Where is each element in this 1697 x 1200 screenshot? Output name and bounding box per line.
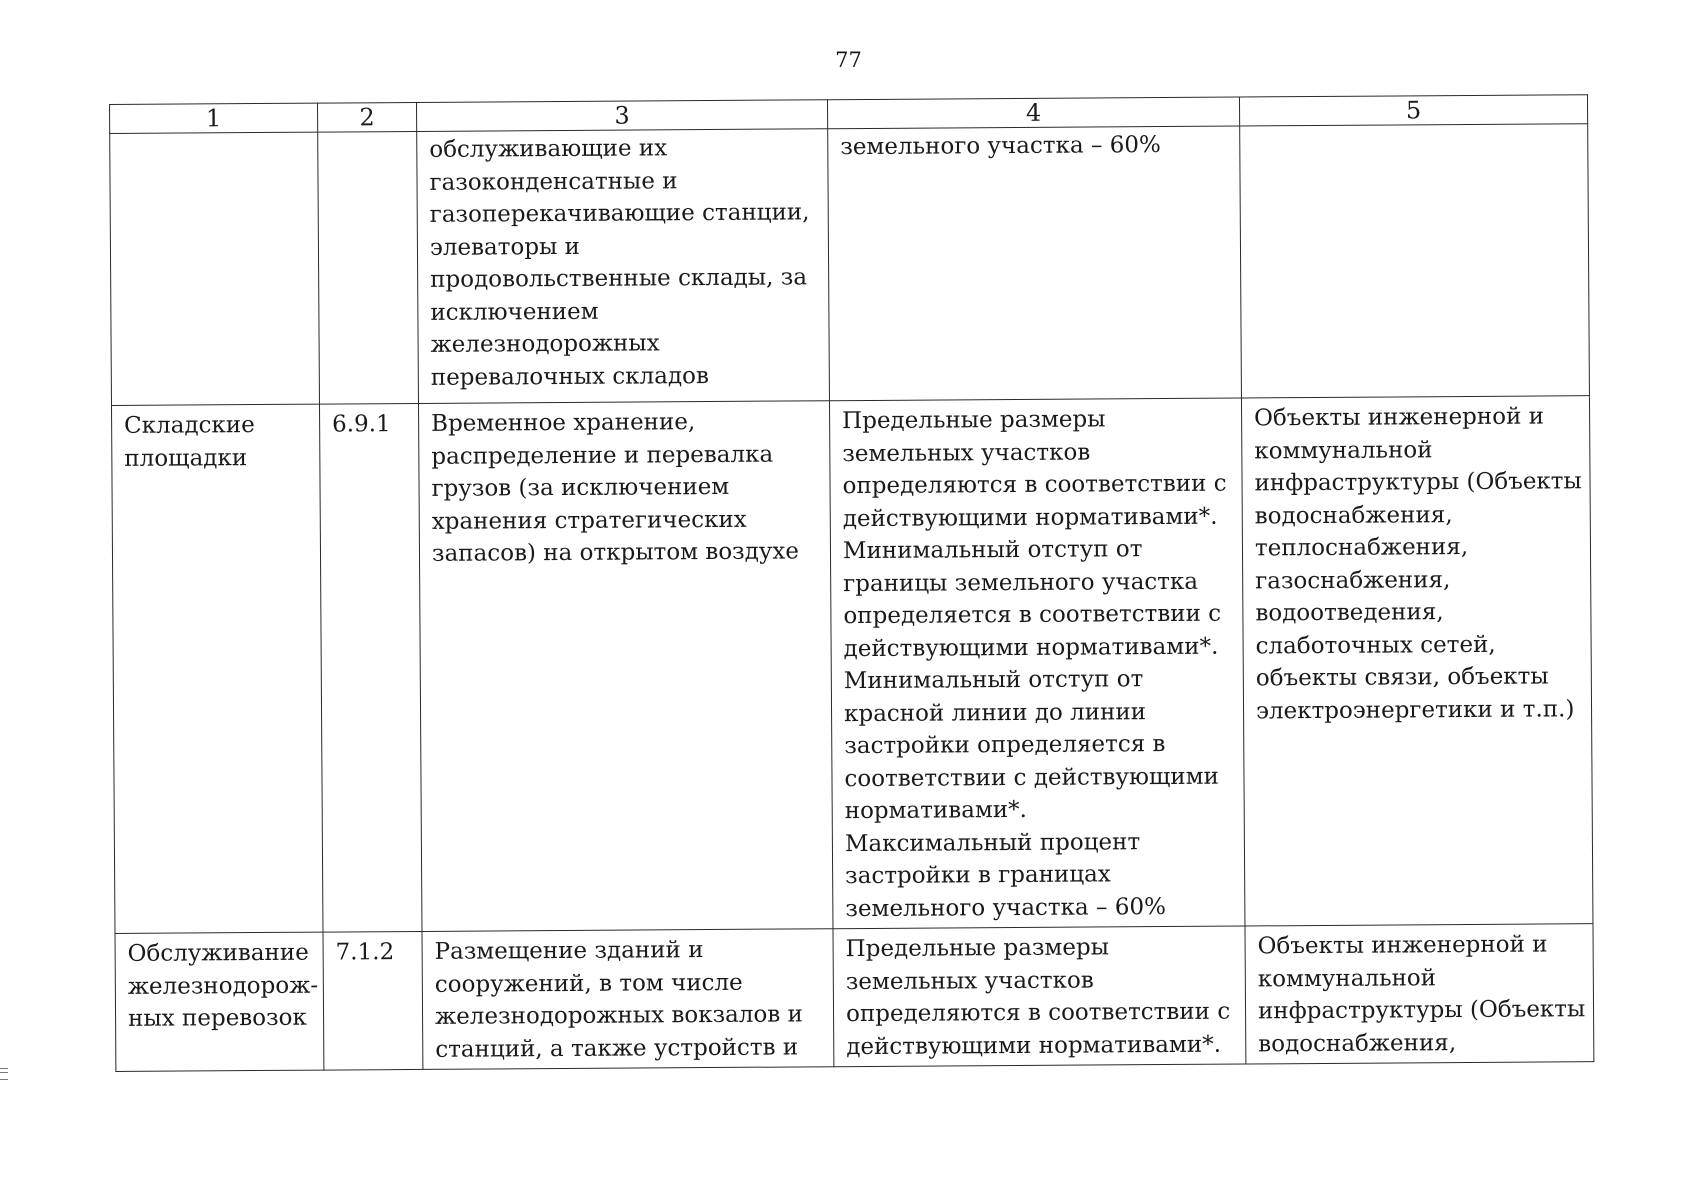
column-number-3: 3 [416, 100, 827, 132]
cell-text-line: земельного участка – 60% [845, 893, 1166, 922]
cell-text-line: железнодорож- [127, 972, 319, 1000]
cell-text-line: сооружений, в том числе [434, 969, 743, 998]
classifier-code-cell [323, 931, 423, 1070]
cell-text-line: распределение и перевалка [431, 441, 774, 470]
cell-text-line: запасов) на открытом воздухе [431, 538, 800, 567]
cell-text-line: исключением [430, 298, 599, 326]
column-number-2: 2 [317, 102, 416, 132]
cell-text-line: газоперекачивающие станции, [429, 199, 810, 228]
cell-text-line: Предельные размеры [842, 406, 1106, 435]
cell-text-line: железнодорожных вокзалов и [434, 1001, 803, 1030]
parameters-cell [829, 398, 1244, 929]
auxiliary-uses-cell [1240, 124, 1590, 398]
cell-text-line: определяется в соответствии с [843, 600, 1222, 630]
cell-text-line: Временное хранение, [431, 409, 696, 437]
cell-text-line: инфраструктуры (Объекты [1254, 468, 1582, 497]
cell-text-line: Обслуживание [127, 939, 309, 967]
cell-text-line: газоконденсатные и [429, 167, 678, 196]
table-body [110, 124, 1594, 1072]
cell-text-line: Складские [124, 412, 255, 439]
cell-text-line: продовольственные склады, за [430, 264, 808, 293]
cell-text-line: действующими нормативами*. [842, 503, 1218, 532]
scan-edge-mark [0, 1068, 8, 1080]
auxiliary-uses-cell [1241, 396, 1592, 926]
cell-text-line: Предельные размеры [845, 934, 1110, 963]
cell-text-line: 7.1.2 [335, 939, 395, 966]
description-cell [422, 929, 834, 1070]
column-number-4: 4 [827, 97, 1239, 129]
cell-text-line: 6.9.1 [332, 411, 391, 438]
cell-text-line: земельного участка – 60% [840, 132, 1161, 161]
cell-text-line: определяются в соответствии с [842, 470, 1227, 500]
table-row [111, 396, 1592, 934]
cell-text-line: слаботочных сетей, [1255, 631, 1496, 659]
table-row [110, 124, 1590, 406]
classifier-code-cell [318, 131, 419, 404]
description-cell [418, 401, 832, 932]
cell-text-line: земельных участков [845, 966, 1094, 995]
page-number: 77 [835, 48, 862, 72]
cell-text-line: Размещение зданий и [434, 937, 704, 965]
cell-text-line: определяются в соответствии с [845, 998, 1231, 1028]
cell-text-line: хранения стратегических [431, 506, 747, 535]
classifier-code-cell [319, 403, 421, 932]
cell-text-line: грузов (за исключением [431, 473, 730, 502]
cell-text-line: водоснабжения, [1254, 501, 1453, 529]
parameters-cell [833, 926, 1246, 1067]
cell-text-line: инфраструктуры (Объекты [1257, 996, 1586, 1025]
cell-text-line: Максимальный процент [844, 828, 1141, 857]
land-use-type-cell [111, 404, 322, 933]
parameters-cell [828, 126, 1242, 401]
auxiliary-uses-cell [1245, 924, 1594, 1064]
cell-text-line: красной линии до линии [843, 698, 1147, 727]
column-number-1: 1 [110, 103, 318, 133]
cell-text-line: коммунальной [1257, 964, 1437, 992]
cell-text-line: действующими нормативами*. [846, 1031, 1222, 1060]
cell-text-line: водоснабжения, [1258, 1029, 1457, 1057]
description-cell [417, 129, 830, 404]
cell-text-line: площадки [124, 444, 248, 472]
table-row [115, 924, 1594, 1072]
cell-text-line: перевалочных складов [430, 362, 709, 391]
cell-text-line: теплоснабжения, [1254, 533, 1469, 562]
cell-text-line: коммунальной [1254, 436, 1433, 464]
cell-text-line: Объекты инженерной и [1257, 931, 1548, 960]
cell-text-line: железнодорожных [430, 330, 660, 358]
cell-text-line: границы земельного участка [843, 568, 1199, 597]
cell-text-line: электроэнергетики и т.п.) [1255, 695, 1575, 724]
cell-text-line: объекты связи, объекты [1255, 663, 1549, 692]
cell-text-line: водоотведения, [1255, 599, 1444, 627]
cell-text-line: Минимальный отступ от [842, 536, 1143, 565]
cell-text-line: застройки в границах [845, 861, 1111, 890]
cell-text-line: ных перевозок [127, 1004, 307, 1032]
land-use-type-cell [115, 932, 324, 1071]
cell-text-line: станций, а также устройств и [435, 1033, 799, 1063]
cell-text-line: нормативами*. [844, 796, 1028, 825]
cell-text-line: Объекты инженерной и [1254, 403, 1545, 432]
cell-text-line: действующими нормативами*. [843, 633, 1219, 662]
cell-text-line: земельных участков [842, 438, 1091, 467]
column-number-5: 5 [1239, 95, 1587, 126]
cell-text-line: соответствии с действующими [844, 763, 1220, 792]
cell-text-line: газоснабжения, [1255, 566, 1451, 594]
cell-text-line: застройки определяется в [844, 731, 1166, 760]
cell-text-line: элеваторы и [429, 233, 581, 261]
cell-text-line: Минимальный отступ от [843, 666, 1144, 695]
land-use-type-cell [110, 132, 320, 405]
cell-text-line: обслуживающие их [429, 135, 668, 163]
regulations-table [109, 94, 1594, 1072]
